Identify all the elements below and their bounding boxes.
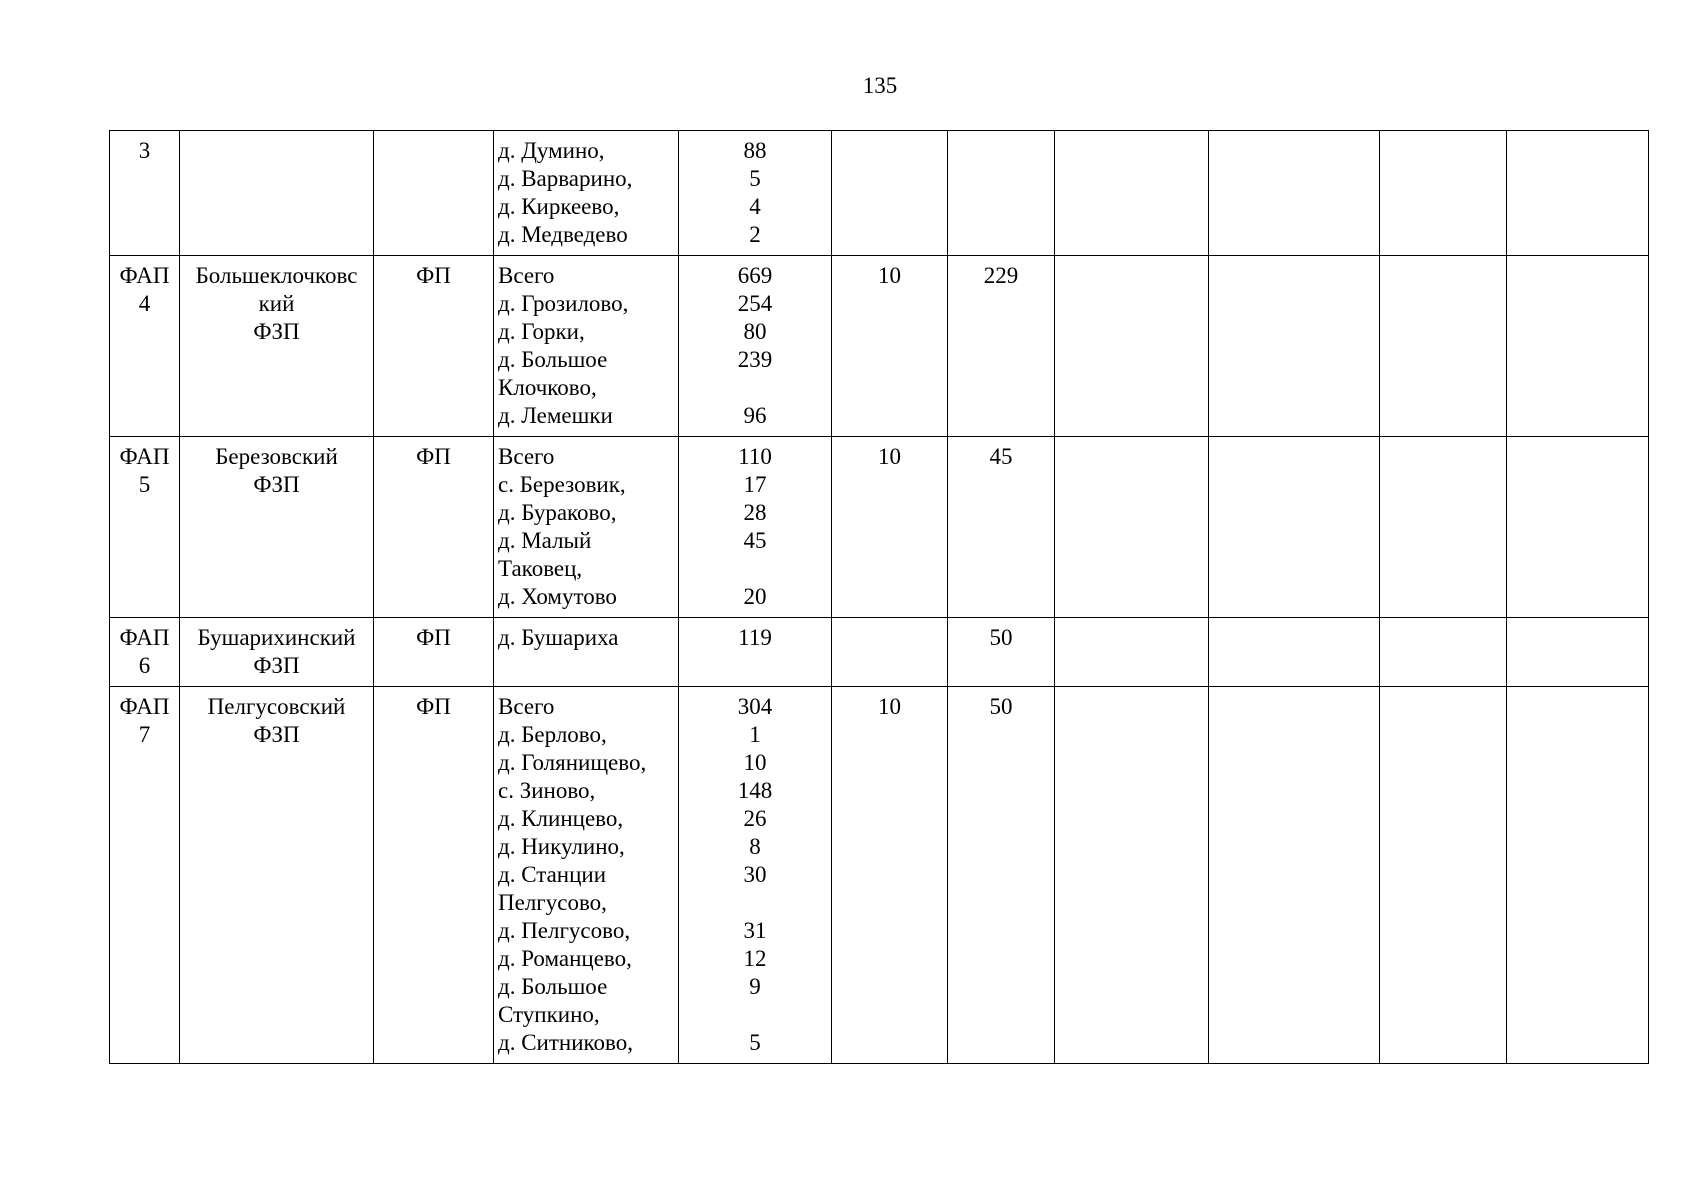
cell-line (683, 889, 827, 917)
cell-line: Пелгусово, (498, 890, 607, 915)
cell-line: д. Большое (498, 347, 608, 372)
cell-name (180, 618, 374, 687)
cell-line: 3 (138, 138, 151, 163)
cell-line: 2 (749, 222, 761, 247)
cell-empty (1380, 687, 1507, 1064)
cell-line: д. Клинцево, (498, 806, 624, 831)
cell-empty (1507, 687, 1649, 1064)
cell-line: 12 (743, 946, 767, 971)
cell-line: ФЗП (253, 319, 300, 344)
cell-line: д. Романцево, (498, 946, 632, 971)
table-row (110, 687, 1649, 1064)
cell-line: д. Хомутово (498, 584, 617, 609)
cell-empty (1507, 618, 1649, 687)
cell-line: 17 (743, 472, 767, 497)
cell-col7 (948, 256, 1055, 437)
cell-name (180, 131, 374, 256)
cell-empty (1055, 131, 1209, 256)
cell-line: д. Думино, (498, 138, 605, 163)
cell-line: 1 (749, 722, 761, 747)
cell-type (374, 437, 494, 618)
cell-line: 110 (738, 444, 772, 469)
cell-line: д. Пелгусово, (498, 918, 631, 943)
cell-line: 229 (983, 263, 1019, 288)
cell-line: 88 (743, 138, 767, 163)
cell-empty (1209, 437, 1380, 618)
cell-line: ФЗП (253, 653, 300, 678)
cell-empty (1055, 687, 1209, 1064)
cell-line: 254 (737, 291, 773, 316)
cell-line: Березовский (215, 444, 338, 469)
cell-col7 (948, 131, 1055, 256)
cell-line: ФП (416, 263, 451, 288)
cell-line: Ступкино, (498, 1002, 600, 1027)
cell-code (110, 618, 180, 687)
cell-line: с. Зиново, (498, 778, 596, 803)
cell-line: 31 (743, 918, 767, 943)
cell-code (110, 131, 180, 256)
cell-empty (1507, 256, 1649, 437)
cell-line: 7 (138, 722, 151, 747)
cell-line: 5 (749, 166, 761, 191)
cell-places (494, 618, 679, 687)
cell-empty (1507, 437, 1649, 618)
table-row (110, 256, 1649, 437)
cell-line: 50 (989, 694, 1013, 719)
cell-type (374, 256, 494, 437)
cell-empty (1380, 131, 1507, 256)
cell-line: с. Березовик, (498, 472, 626, 497)
cell-code (110, 687, 180, 1064)
cell-empty (1380, 256, 1507, 437)
cell-line: д. Малый (498, 528, 592, 553)
cell-line (683, 374, 827, 402)
cell-line: Таковец, (498, 556, 583, 581)
cell-col6 (832, 131, 948, 256)
cell-line: ФАП (119, 444, 170, 469)
cell-line: 96 (743, 403, 767, 428)
cell-line: д. Ситниково, (498, 1030, 633, 1055)
cell-population (679, 618, 832, 687)
cell-col6 (832, 437, 948, 618)
cell-line: 28 (743, 500, 767, 525)
cell-empty (1507, 131, 1649, 256)
cell-empty (1380, 437, 1507, 618)
cell-code (110, 256, 180, 437)
cell-name (180, 437, 374, 618)
cell-name (180, 687, 374, 1064)
cell-line: 6 (138, 653, 151, 678)
cell-line: д. Голянищево, (498, 750, 647, 775)
cell-line: 26 (743, 806, 767, 831)
cell-line: д. Станции (498, 862, 607, 887)
cell-col7 (948, 437, 1055, 618)
cell-line (683, 555, 827, 583)
cell-line: д. Киркеево, (498, 194, 620, 219)
cell-line: ФЗП (253, 722, 300, 747)
cell-line: 10 (878, 694, 901, 719)
cell-type (374, 131, 494, 256)
cell-empty (1209, 256, 1380, 437)
cell-col6 (832, 618, 948, 687)
cell-places (494, 437, 679, 618)
cell-line: 50 (989, 625, 1013, 650)
cell-line: д. Большое (498, 974, 608, 999)
cell-line: 10 (878, 444, 901, 469)
page-number: 135 (862, 73, 898, 98)
cell-line: 45 (743, 528, 767, 553)
cell-line: 5 (749, 1030, 761, 1055)
cell-line: 4 (749, 194, 761, 219)
cell-line: д. Бушариха (498, 625, 619, 650)
cell-line: 5 (138, 472, 151, 497)
cell-line: д. Берлово, (498, 722, 607, 747)
cell-line: 30 (743, 862, 767, 887)
cell-line: д. Медведево (498, 222, 628, 247)
cell-population (679, 256, 832, 437)
cell-line: Пелгусовский (207, 694, 346, 719)
cell-line: 45 (989, 444, 1013, 469)
cell-places (494, 687, 679, 1064)
cell-empty (1055, 437, 1209, 618)
cell-line: 10 (878, 263, 901, 288)
cell-line: ФП (416, 694, 451, 719)
cell-line (683, 1001, 827, 1029)
cell-line: кий (258, 291, 295, 316)
cell-col6 (832, 687, 948, 1064)
table-body (110, 131, 1649, 1064)
cell-line: Бушарихинский (197, 625, 356, 650)
cell-line: 239 (737, 347, 773, 372)
cell-line: ФП (416, 444, 451, 469)
cell-line: 10 (743, 750, 767, 775)
cell-line: 80 (743, 319, 767, 344)
cell-type (374, 618, 494, 687)
cell-line: Всего (498, 444, 555, 469)
cell-line: ФАП (119, 694, 170, 719)
cell-population (679, 437, 832, 618)
cell-line: 8 (749, 834, 761, 859)
cell-col7 (948, 618, 1055, 687)
cell-population (679, 131, 832, 256)
cell-line: ФАП (119, 625, 170, 650)
cell-empty (1055, 256, 1209, 437)
cell-empty (1209, 687, 1380, 1064)
cell-places (494, 131, 679, 256)
cell-line: д. Бураково, (498, 500, 617, 525)
cell-empty (1209, 618, 1380, 687)
cell-line: 304 (737, 694, 773, 719)
cell-code (110, 437, 180, 618)
cell-line: Всего (498, 263, 555, 288)
cell-line: ФЗП (253, 472, 300, 497)
table-row (110, 618, 1649, 687)
cell-empty (1380, 618, 1507, 687)
cell-line: 4 (138, 291, 151, 316)
cell-line: 20 (743, 584, 767, 609)
cell-line: 9 (749, 974, 761, 999)
cell-line: д. Лемешки (498, 403, 613, 428)
cell-places (494, 256, 679, 437)
cell-line: Большеклочковс (195, 263, 358, 288)
cell-line: д. Никулино, (498, 834, 625, 859)
cell-col6 (832, 256, 948, 437)
cell-type (374, 687, 494, 1064)
cell-line: д. Горки, (498, 319, 585, 344)
cell-line: 119 (738, 625, 772, 650)
cell-line: Всего (498, 694, 555, 719)
cell-line: Клочково, (498, 375, 597, 400)
cell-empty (1209, 131, 1380, 256)
cell-line: ФАП (119, 263, 170, 288)
table-row (110, 437, 1649, 618)
table-row (110, 131, 1649, 256)
facilities-table (109, 130, 1649, 1064)
cell-line: д. Варварино, (498, 166, 633, 191)
cell-line: ФП (416, 625, 451, 650)
cell-line: 669 (737, 263, 773, 288)
cell-population (679, 687, 832, 1064)
cell-name (180, 256, 374, 437)
cell-empty (1055, 618, 1209, 687)
cell-line: д. Грозилово, (498, 291, 629, 316)
cell-line: 148 (737, 778, 773, 803)
cell-col7 (948, 687, 1055, 1064)
